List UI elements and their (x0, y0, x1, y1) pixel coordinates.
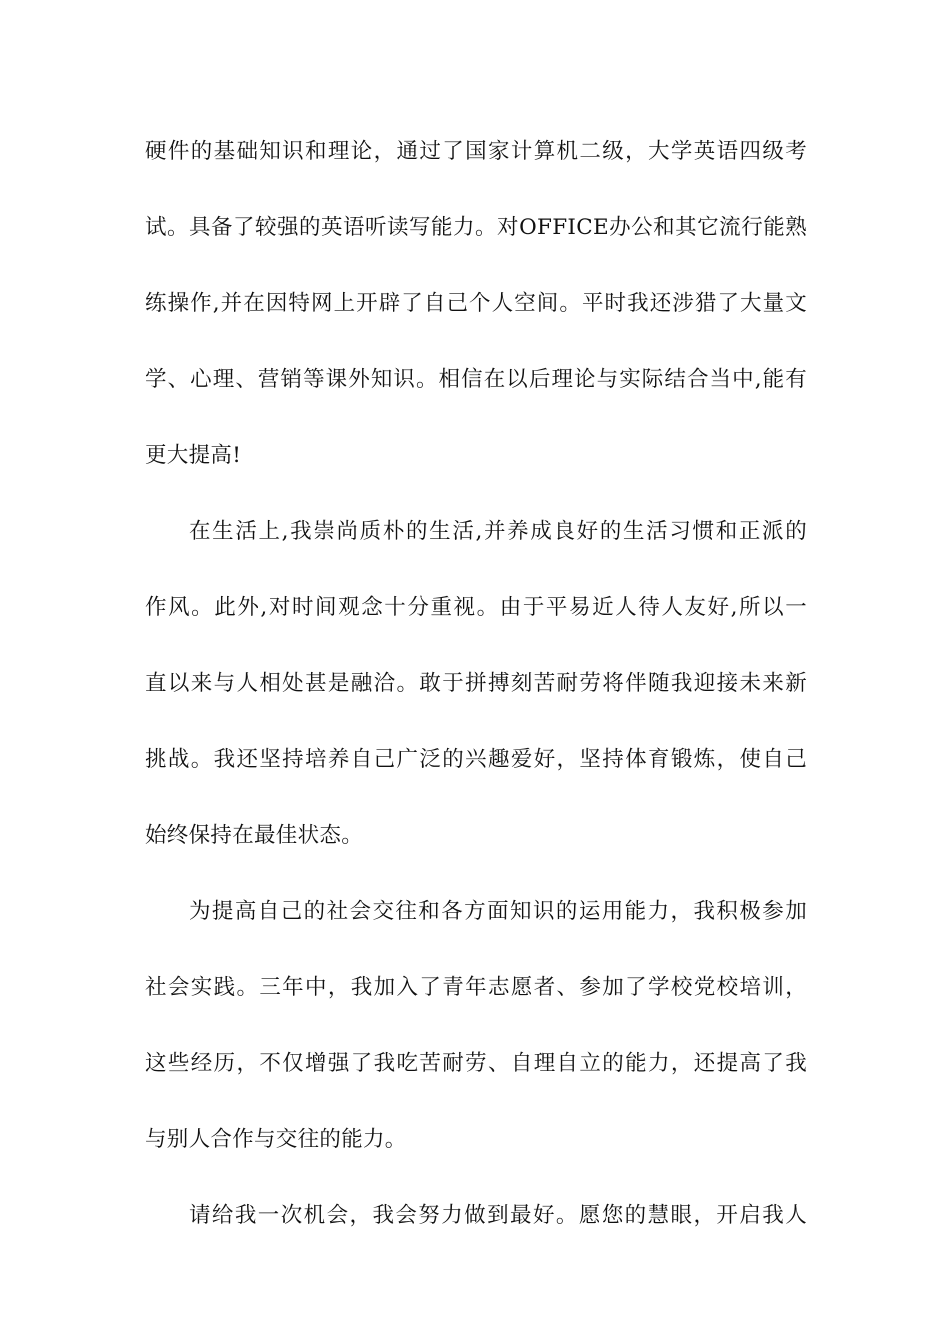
text-line: 始终保持在最佳状态。 (145, 823, 364, 848)
text-line: 作风。此外,对时间观念十分重视。由于平易近人待人友好,所以一 (145, 595, 807, 620)
text-line: 社会实践。三年中，我加入了青年志愿者、参加了学校党校培训， (145, 975, 807, 1000)
text-line: 试。具备了较强的英语听读写能力。对OFFICE办公和其它流行能熟 (145, 215, 807, 240)
text-line: 硬件的基础知识和理论，通过了国家计算机二级，大学英语四级考 (145, 139, 807, 164)
text-line: 直以来与人相处甚是融洽。敢于拼搏刻苦耐劳将伴随我迎接未来新 (145, 671, 807, 696)
text-line: 更大提高! (145, 443, 242, 468)
text-line: 学、心理、营销等课外知识。相信在以后理论与实际结合当中,能有 (145, 367, 807, 392)
text-line: 练操作,并在因特网上开辟了自己个人空间。平时我还涉猎了大量文 (145, 291, 807, 316)
text-line: 挑战。我还坚持培养自己广泛的兴趣爱好，坚持体育锻炼，使自己 (145, 747, 807, 772)
body-text (145, 128, 807, 1268)
paragraph-first-line: 在生活上,我崇尚质朴的生活,并养成良好的生活习惯和正派的 (189, 519, 807, 544)
text-line: 这些经历，不仅增强了我吃苦耐劳、自理自立的能力，还提高了我 (145, 1051, 807, 1076)
paragraph-first-line: 请给我一次机会，我会努力做到最好。愿您的慧眼，开启我人 (189, 1203, 807, 1228)
text-line: 与别人合作与交往的能力。 (145, 1127, 407, 1152)
paragraph-first-line: 为提高自己的社会交往和各方面知识的运用能力，我积极参加 (189, 899, 807, 924)
